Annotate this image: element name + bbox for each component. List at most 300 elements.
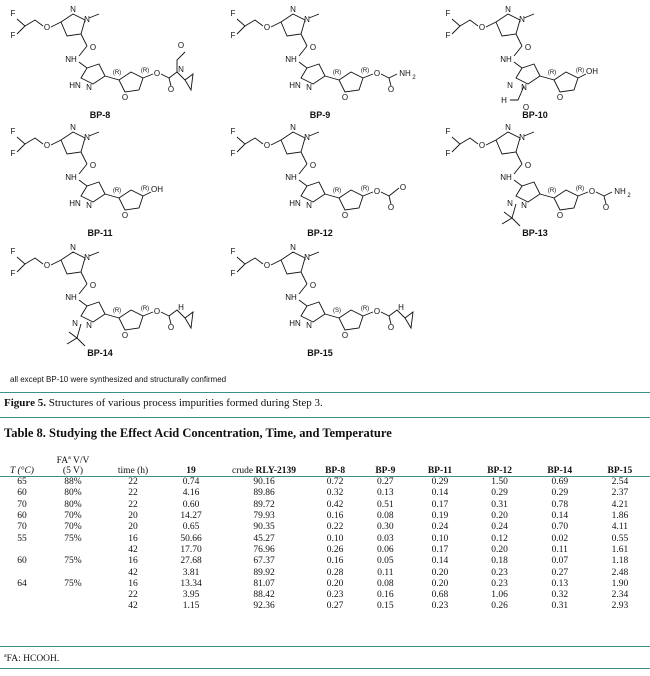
atom-label: NH [65,55,77,64]
table-cell: 2.34 [611,590,629,601]
atom-label: HN [289,199,301,208]
atom-label: F [10,269,16,278]
table-cell: 0.13 [377,488,394,499]
table-cell: 0.17 [431,499,449,510]
compound-structure [440,2,630,122]
col-crude: crude RLY-2139 [232,466,296,476]
table-cell: 0.68 [431,590,449,601]
col-bp15: BP-15 [607,466,633,476]
atom-label: F [230,269,236,278]
table-cell: 0.55 [611,533,629,544]
table-footnote: $^a$FA: HCOOH. [4,653,60,665]
compound-label: BP-13 [522,228,548,238]
atom-label: N [304,133,310,142]
atom-label: N [507,81,513,90]
compound-label: BP-14 [87,348,113,358]
atom-label: F [10,149,16,158]
table-cell: 0.26 [491,601,508,612]
atom-label: O [556,93,564,102]
table-cell: 75% [64,533,82,544]
table-cell: 0.65 [182,522,200,533]
table-cell: 0.20 [431,567,449,578]
atom-label: O [153,307,161,316]
table-cell: 70 [17,522,27,533]
table-row [0,511,650,522]
atom-label: N [70,123,76,132]
atom-label: O [177,41,185,50]
atom-label: O [373,69,381,78]
table-cell: 60 [17,511,27,522]
table-cell [44,601,102,612]
compound-label: BP-11 [87,228,113,238]
atom-label: F [10,247,16,256]
table-title: Table 8. Studying the Effect Acid Concentration, Time, and Temperature [4,426,392,440]
atom-label: O [43,261,51,270]
table-cell: 0.70 [551,522,569,533]
table-cell: 90.35 [253,522,275,533]
atom-label: F [230,149,236,158]
table-cell: 22 [128,488,138,499]
atom-label: F [445,9,451,18]
atom-label: O [387,203,395,212]
table-cell: 0.19 [431,511,449,522]
atom-label: F [230,31,236,40]
table-cell [0,567,44,578]
atom-label: N [306,83,312,92]
atom-label: F [230,9,236,18]
col-time: time (h) [117,466,149,476]
atom-label: NH [614,187,626,196]
atom-label: (R) [112,188,122,194]
table-cell: 0.12 [491,533,508,544]
atom-label: N [519,15,525,24]
table-cell: 0.29 [431,477,449,488]
table-cell: 0.14 [431,556,449,567]
table-cell: 55 [17,533,27,544]
table-cell: 0.30 [377,522,394,533]
table-cell: 70% [64,511,82,522]
atom-label: (R) [112,70,122,76]
table-cell [44,567,102,578]
table-row [0,500,650,511]
atom-label: F [10,127,16,136]
atom-label: NH [285,173,297,182]
table-cell: 70% [64,522,82,533]
atom-label: N [84,133,90,142]
table-cell: 0.20 [491,511,508,522]
atom-label: NH [500,55,512,64]
atom-label: N [86,321,92,330]
table-cell: 1.90 [611,578,629,589]
atom-label: O [309,281,317,290]
atom-label: O [153,69,161,78]
caption-label: Figure 5. [4,397,46,409]
table-cell: 0.23 [326,590,344,601]
table-cell: 0.72 [326,477,344,488]
table-cell: 0.11 [551,544,568,555]
table-cell [44,590,102,601]
atom-label: O [167,85,175,94]
atom-label: N [306,321,312,330]
atom-label: N [290,123,296,132]
table-cell: 0.20 [491,544,508,555]
table-cell: 0.02 [551,533,569,544]
compound-structure [225,120,415,240]
atom-label: NH [285,55,297,64]
table-cell: 0.14 [431,488,449,499]
table-cell: 81.07 [253,578,275,589]
table-row [0,590,650,601]
atom-label: N [178,65,184,74]
atom-label: 2 [412,75,416,81]
compound-label: BP-15 [307,348,333,358]
atom-label: O [478,23,486,32]
table-cell: 50.66 [180,533,202,544]
caption-text: Structures of various process impurities formed during Step 3. [48,397,323,409]
compound-structure [440,120,630,240]
table-cell: 0.08 [377,578,394,589]
table-cell: 0.03 [377,533,394,544]
col-bp14: BP-14 [547,466,573,476]
table-cell: 4.11 [611,522,629,533]
atom-label: (S) [333,308,341,314]
table-cell: 0.23 [431,601,449,612]
table-cell: 0.16 [326,556,344,567]
atom-label: HN [289,81,301,90]
atom-label: O [121,211,129,220]
atom-label: O [121,331,129,340]
table-cell: 92.36 [253,601,275,612]
atom-label: NH [399,69,411,78]
table-cell: 22 [128,499,138,510]
table-cell: 20 [128,511,138,522]
atom-label: O [387,85,395,94]
col-bp9: BP-9 [375,466,396,476]
table-cell: 89.72 [253,499,275,510]
atom-label: H [398,303,404,312]
atom-label: NH [65,293,77,302]
atom-label: (R) [112,308,122,314]
atom-label: N [70,243,76,252]
table-cell: 0.07 [551,556,569,567]
atom-label: N [521,201,527,210]
atom-label: N [86,83,92,92]
atom-label: O [263,261,271,270]
table-cell: 0.69 [551,477,569,488]
atom-label: O [89,281,97,290]
atom-label: O [263,141,271,150]
table-cell: 60 [17,488,27,499]
table-cell: 75% [64,578,82,589]
table-cell: 0.29 [491,488,508,499]
atom-label: H [178,303,184,312]
table-cell: 0.06 [377,544,394,555]
table-cell: 22 [128,590,138,601]
atom-label: O [121,93,129,102]
divider [0,417,650,418]
table-cell: 2.48 [611,567,629,578]
table-cell: 1.15 [182,601,200,612]
table-cell: 0.13 [551,578,569,589]
table-cell: 2.37 [611,488,629,499]
atom-label: N [505,123,511,132]
table-cell: 0.32 [326,488,344,499]
table-cell: 0.27 [326,601,344,612]
atom-label: O [43,23,51,32]
table-cell: 16 [128,556,138,567]
table-cell: 89.86 [253,488,275,499]
table-cell: 4.21 [611,499,629,510]
table-cell: 0.24 [491,522,508,533]
table-cell: 76.96 [253,544,275,555]
table-cell: 89.92 [253,567,275,578]
table-bottom-rule [0,646,650,647]
atom-label: O [373,187,381,196]
table-cell: 0.23 [491,578,508,589]
atom-label: N [84,253,90,262]
atom-label: O [556,211,564,220]
atom-label: N [304,15,310,24]
table-cell: 0.20 [326,578,344,589]
table-cell: 0.51 [377,499,394,510]
atom-label: (R) [575,186,585,192]
atom-label: (R) [332,188,342,194]
table-row [0,556,650,567]
atom-label: N [507,199,513,208]
table-cell [0,545,44,556]
table-row [0,477,650,489]
atom-label: (R) [140,186,150,192]
atom-label: F [10,31,16,40]
atom-label: NH [65,173,77,182]
compound-structure [225,240,415,360]
table-cell: 88% [64,477,82,488]
atom-label: HN [289,319,301,328]
table-cell: 1.61 [611,544,629,555]
atom-label: O [341,93,349,102]
atom-label: O [167,323,175,332]
table-cell: 0.14 [551,511,569,522]
compound-label: BP-8 [89,110,111,120]
col-19: 19 [186,466,196,476]
table-cell: 1.06 [491,590,508,601]
atom-label: F [230,247,236,256]
table-cell [0,590,44,601]
atom-label: F [10,9,16,18]
table-cell: 17.70 [180,544,202,555]
atom-label: O [309,161,317,170]
table-cell: 20 [128,522,138,533]
compound-structure [5,240,195,360]
table-cell: 22 [128,477,138,488]
table-cell [44,545,102,556]
atom-label: HN [69,199,81,208]
table-cell: 3.95 [182,590,200,601]
atom-label: O [478,141,486,150]
table-cell: 16 [128,578,138,589]
compound-label: BP-12 [307,228,333,238]
compound-structure [225,2,415,122]
table-row [0,579,650,590]
table-cell: 64 [17,578,27,589]
atom-label: F [445,127,451,136]
compound-label: BP-9 [309,110,331,120]
atom-label: O [522,103,530,112]
table-cell: 1.50 [491,477,508,488]
atom-label: (R) [360,186,370,192]
table-cell: 1.86 [611,511,629,522]
figure-caption [4,397,323,409]
atom-label: N [505,5,511,14]
table-row [0,567,650,578]
col-fa: $FA^a$ V/V (5 V) [56,454,90,476]
table-cell: 0.60 [182,499,200,510]
atom-label: N [519,133,525,142]
table-cell: 0.78 [551,499,569,510]
compound-structure [5,120,195,240]
table-cell: 27.68 [180,556,202,567]
table-cell: 4.16 [182,488,200,499]
atom-label: O [399,183,407,192]
table-cell [0,601,44,612]
table-cell: 0.32 [551,590,569,601]
atom-label: O [89,43,97,52]
table-cell: 0.18 [491,556,508,567]
atom-label: F [445,31,451,40]
table-cell: 0.08 [377,511,394,522]
atom-label: O [263,23,271,32]
table-cell: 0.31 [551,601,569,612]
table-cell: 2.93 [611,601,629,612]
atom-label: F [445,149,451,158]
table-cell: 0.31 [491,499,508,510]
table-cell: 0.05 [377,556,394,567]
atom-label: OH [586,67,598,76]
table-cell: 0.26 [326,544,344,555]
table-row [0,533,650,544]
atom-label: O [341,331,349,340]
table-cell: 3.81 [182,567,200,578]
figure-note: all except BP-10 were synthesized and structurally confirmed [10,375,227,384]
table-cell: 0.10 [326,533,344,544]
table-cell: 0.16 [377,590,394,601]
compound-structure [5,2,195,122]
col-bp12: BP-12 [487,466,512,476]
atom-label: N [290,243,296,252]
atom-label: O [387,323,395,332]
table-cell: 80% [64,488,82,499]
table-row [0,545,650,556]
atom-label: O [602,203,610,212]
table-cell: 0.17 [431,544,449,555]
atom-label: N [72,319,78,328]
atom-label: (R) [140,306,150,312]
table-row [0,488,650,499]
atom-label: NH [500,173,512,182]
table-cell: 0.11 [377,567,394,578]
table-cell: 2.54 [611,477,629,488]
col-temp: T (°C) [10,466,34,476]
table-cell: 0.22 [326,522,344,533]
atom-label: N [84,15,90,24]
table-cell: 0.15 [377,601,394,612]
atom-label: O [373,307,381,316]
table-cell: 67.37 [253,556,275,567]
table-cell: 16 [128,533,138,544]
table-cell: 0.20 [431,578,449,589]
atom-label: O [43,141,51,150]
atom-label: OH [151,185,163,194]
atom-label: (R) [140,68,150,74]
table-cell: 0.28 [326,567,344,578]
atom-label: N [86,201,92,210]
atom-label: 2 [627,193,631,199]
atom-label: HN [69,81,81,90]
table-cell: 0.42 [326,499,344,510]
data-table [0,448,650,613]
atom-label: O [341,211,349,220]
atom-label: NH [285,293,297,302]
table-cell: 79.93 [253,511,275,522]
table-cell: 0.29 [551,488,569,499]
atom-label: (R) [575,68,585,74]
atom-label: N [304,253,310,262]
table-cell: 0.74 [182,477,200,488]
atom-label: F [230,127,236,136]
col-bp8: BP-8 [325,466,346,476]
table-cell: 90.16 [253,477,275,488]
table-cell: 13.34 [180,578,202,589]
table-cell: 75% [64,556,82,567]
divider [0,392,650,393]
table-cell: 0.27 [551,567,569,578]
table-cell: 14.27 [180,511,202,522]
atom-label: (R) [360,68,370,74]
atom-label: O [524,43,532,52]
col-bp11: BP-11 [427,466,453,476]
atom-label: N [521,83,527,92]
table-cell: 45.27 [253,533,275,544]
table-cell: 0.24 [431,522,449,533]
table-cell: 0.27 [377,477,394,488]
atom-label: (R) [547,70,557,76]
atom-label: N [70,5,76,14]
table-row [0,601,650,612]
atom-label: N [290,5,296,14]
atom-label: N [306,201,312,210]
atom-label: O [524,161,532,170]
table-cell: 42 [128,601,138,612]
divider [0,668,650,669]
table-cell: 70 [17,499,27,510]
atom-label: (R) [332,70,342,76]
table-cell: 0.16 [326,511,344,522]
table-cell: 42 [128,544,138,555]
table-cell: 60 [17,556,27,567]
atom-label: O [309,43,317,52]
table-cell: 0.23 [491,567,508,578]
compound-label: BP-10 [522,110,548,120]
atom-label: O [588,187,596,196]
table-cell: 0.10 [431,533,449,544]
table-cell: 65 [17,477,27,488]
table-cell: 80% [64,499,82,510]
table-cell: 1.18 [611,556,629,567]
atom-label: (R) [547,188,557,194]
table-row [0,522,650,533]
table-cell: 42 [128,567,138,578]
atom-label: (R) [360,306,370,312]
